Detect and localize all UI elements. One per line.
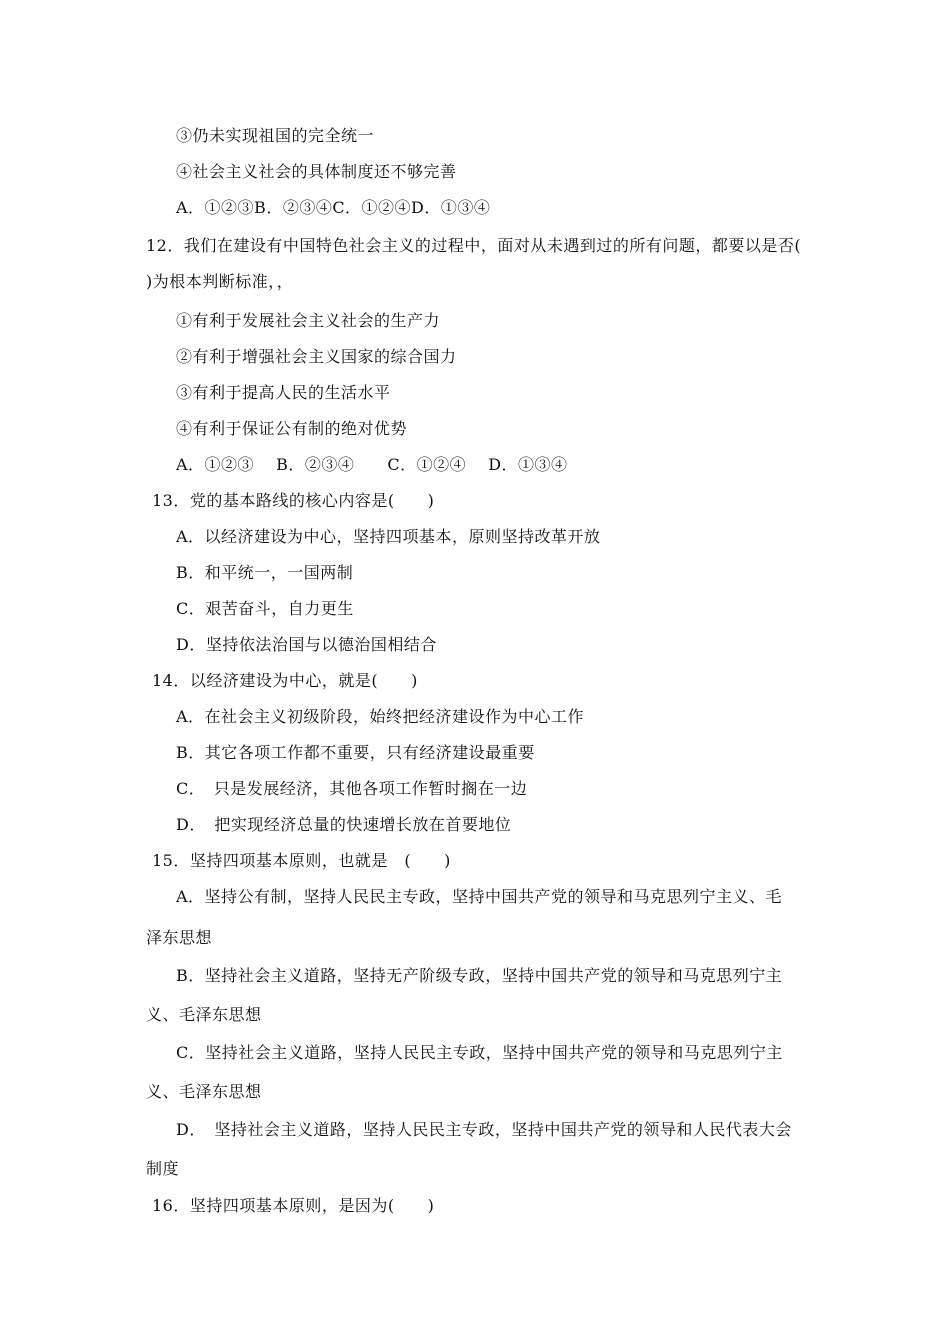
- q11-option-4: ④社会主义社会的具体制度还不够完善: [176, 162, 457, 181]
- q13-option-b: B．和平统一，一国两制: [176, 563, 354, 582]
- q14-option-b: B．其它各项工作都不重要，只有经济建设最重要: [176, 743, 535, 762]
- q12-stem-line-2: )为根本判断标准，，: [146, 272, 294, 291]
- q13-option-d: D．坚持依法治国与以德治国相结合: [176, 635, 437, 654]
- q13-stem: 13．党的基本路线的核心内容是( ): [152, 491, 435, 510]
- q15-stem: 15．坚持四项基本原则，也就是 ( ): [152, 851, 451, 870]
- q11-choices: A．①②③B．②③④C．①②④D．①③④: [176, 198, 491, 217]
- q15-option-b-line-2: 义、毛泽东思想: [146, 1005, 262, 1024]
- q13-option-c: C．艰苦奋斗，自力更生: [176, 599, 354, 618]
- q15-option-d-line-1: D． 坚持社会主义道路，坚持人民民主专政，坚持中国共产党的领导和人民代表大会: [176, 1120, 792, 1139]
- q15-option-c-line-1: C．坚持社会主义道路，坚持人民民主专政，坚持中国共产党的领导和马克思列宁主: [176, 1043, 783, 1062]
- q12-stem-line-1: 12．我们在建设有中国特色社会主义的过程中，面对从未遇到过的所有问题，都要以是否(: [146, 236, 802, 255]
- q12-option-3: ③有利于提高人民的生活水平: [176, 383, 391, 402]
- q15-option-a-line-1: A．坚持公有制，坚持人民民主专政，坚持中国共产党的领导和马克思列宁主义、毛: [176, 887, 783, 906]
- q14-option-c: C． 只是发展经济，其他各项工作暂时搁在一边: [176, 779, 528, 798]
- q12-option-1: ①有利于发展社会主义社会的生产力: [176, 311, 441, 330]
- q15-option-c-line-2: 义、毛泽东思想: [146, 1082, 262, 1101]
- q16-stem: 16．坚持四项基本原则，是因为( ): [152, 1196, 435, 1215]
- q14-option-a: A．在社会主义初级阶段，始终把经济建设作为中心工作: [176, 707, 585, 726]
- q12-choices: A．①②③ B．②③④ C．①②④ D．①③④: [176, 455, 568, 474]
- q15-option-d-line-2: 制度: [146, 1159, 180, 1178]
- q15-option-a-line-2: 泽东思想: [146, 928, 213, 947]
- q11-option-3: ③仍未实现祖国的完全统一: [176, 126, 375, 145]
- q13-option-a: A．以经济建设为中心，坚持四项基本，原则坚持改革开放: [176, 527, 601, 546]
- q12-option-4: ④有利于保证公有制的绝对优势: [176, 419, 408, 438]
- q12-option-2: ②有利于增强社会主义国家的综合国力: [176, 347, 457, 366]
- q14-stem: 14．以经济建设为中心，就是( ): [152, 671, 418, 690]
- q14-option-d: D． 把实现经济总量的快速增长放在首要地位: [176, 815, 512, 834]
- q15-option-b-line-1: B．坚持社会主义道路，坚持无产阶级专政，坚持中国共产党的领导和马克思列宁主: [176, 966, 783, 985]
